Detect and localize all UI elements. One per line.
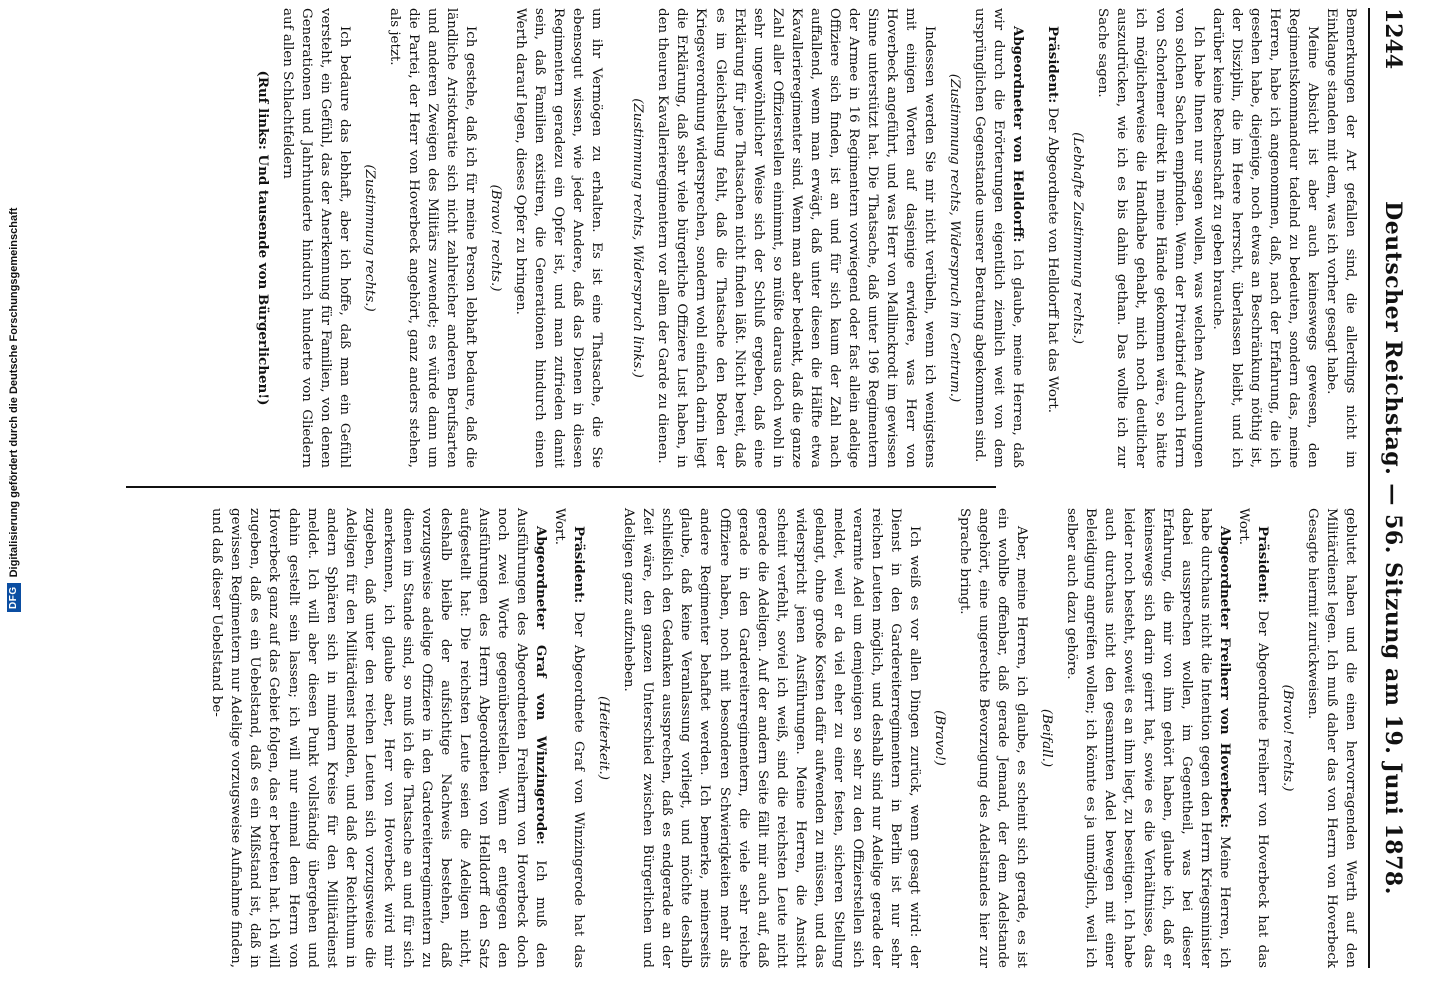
speaker-name: Abgeordneter von Helldorff: bbox=[1010, 26, 1027, 243]
rotated-page bbox=[116, 8, 1416, 998]
paragraph: Ich gestehe, daß ich für meine Person lebhaft bedaure, daß die ländliche Aristokratie sich nicht zahlreicher anderen Berufsarten und anderen Zweigen des Militärs zuwendet; es würde dann um die Partei, der Herr von Hoverbeck angehört, ganz anders stehen, als jetzt. bbox=[386, 8, 479, 468]
speaker-name: Abgeordneter Graf von Winzingerode: bbox=[533, 526, 550, 845]
speaker-paragraph bbox=[550, 508, 588, 968]
right-column bbox=[125, 508, 1360, 968]
paragraph: geblutet haben und die einen hervorragenden Werth auf den Militärdienst legen. Ich muß daher das von Herrn von Hoverbeck Gesagte hiermit zurückweisen. bbox=[1304, 508, 1358, 968]
page-number: 1244 bbox=[1380, 8, 1406, 70]
running-title: Deutscher Reichstag. — 56. Sitzung am 19. Juni 1878. bbox=[1380, 201, 1406, 895]
stage-remark: (Zustimmung rechts.) bbox=[361, 164, 377, 312]
speaker-name: Präsident: bbox=[1254, 526, 1271, 604]
left-column bbox=[125, 8, 1360, 468]
speaker-paragraph bbox=[1043, 8, 1062, 468]
paragraph: um ihr Vermögen zu erhalten. Es ist eine Thatsache, die Sie ebensogut wissen, wie jeder Andere, daß das Dienen in diesen Regimentern geradezu ein Opfer ist, und man zufrieden damit sein, daß Familien existiren, die Generationen hindurch einen Werth darauf legen, dieses Opfer zu bringen. bbox=[513, 8, 605, 468]
stage-remark: (Bravo!) bbox=[932, 710, 948, 766]
stage-remark: (Bravo! rechts.) bbox=[488, 184, 504, 292]
speaker-paragraph bbox=[1234, 508, 1272, 968]
stage-remark: (Lebhafte Zustimmung rechts.) bbox=[1070, 132, 1086, 344]
speaker-text: Ich glaube, meine Herren, daß wir durch die Erörterungen eigentlich ziemlich weit von dem ursprünglichen Gegenstande unserer Beratung abgekommen sind. bbox=[972, 8, 1026, 468]
digitization-footer bbox=[6, 207, 22, 612]
paragraph: Ich weiß es vor allen Dingen zurück, wenn gesagt wird: der Dienst in den Gardereiterregimentern in Berlin ist nur sehr reichen Leuten möglich, und deshalb sind nur Adelige gerade der verarmte Adel um demjenigen so sehr zu den Offizierstellen sich meldet, weil er da viel eher zu einer festen, sicheren Stellung gelangt, ohne große Kosten dafür aufwenden zu müssen, und das widerspricht jenen Ausführungen. Meine Herren, die Ansicht scheint verfehlt, soviel ich weiß, sind die reichsten Leute nicht gerade die Adeligen. Auf der andern Seite fällt mir auch auf, daß gerade in den Gardereiterregimentern, die viele sehr reiche Offiziere haben, noch mit besonderen Schwierigkeiten mehr als andere Regimenter behaftet werden. Ich bemerke, meinerseits glaube, daß keine Veranlassung vorliegt, und möchte deshalb schließlich den Gedanken aussprechen, daß es endgerade an der Zeit wäre, den ganzen Unterschied zwischen Bürgerlichen und Adeligen ganz aufzuheben. bbox=[621, 508, 923, 968]
speaker-text: Der Abgeordnete Freiherr von Hoverbeck hat das Wort. bbox=[1235, 508, 1270, 968]
digitization-note: Digitalisierung gefördert durch die Deutsche Forschungsgemeinschaft bbox=[8, 207, 20, 578]
paragraph: Bemerkungen der Art gefallen sind, die allerdings nicht im Einklange standen mit dem, was ich vorher gesagt habe. bbox=[1323, 8, 1358, 468]
speaker-text: Ich muß den Ausführungen des Abgeordneten Freiherrn von Hoverbeck doch noch zwei Worte gegenüberstellen. Wenn er entgegen den Ausführungen des Herrn Abgeordneten von Helldorff den Satz aufgestellt hat: Die reichsten Leute seien die Adeligen nicht, deshalb bleibe der aufsichtige Nachweis bestehen, daß vorzugsweise adelige Offiziere in den Gardereiterregimentern zu dienen im Stande sind, so muß ich die Thatsache an und für sich anerkennen, ich glaube aber, Herr von Hoverbeck wird mir zugeben, daß unter den reichen Leuten sich vorzugsweise die Adeligen für den Militärdienst melden, und daß der Reichthum in andern Sphären sich in mindern Kreise für den Militärdienst meldet. Ich will aber diesen Punkt vollständig übergehen und dahin gestellt sein lassen; ich will nur einmal dem Herrn von Hoverbeck ganz auf das Gebiet folgen, das er betreten hat. Ich will zugeben, daß es ein Uebelstand, daß es ein Mißstand ist, daß in gewissen Regimentern nur Adelige vorzugsweise Aufnahme finden, und daß dieser Uebelstand be- bbox=[209, 508, 549, 968]
paragraph: Ich habe Ihnen nur sagen wollen, was welchen Anschauungen von solchen Sachen empfinden. Wenn der Privatbrief durch Herrn von Schorlemer direkt in meine Hände gekommen wäre, so hätte ich möglicherweise die Handhabe gehabt, mich noch deutlicher auszudrücken, wie ich es bis dahin gethan. Das wollte ich zur Sache sagen. bbox=[1095, 8, 1206, 468]
speaker-text: Der Abgeordnete von Helldorff hat das Wort. bbox=[1045, 107, 1061, 414]
paragraph: Aber, meine Herren, ich glaube, es scheint sich gerade, es ist ein wohlbe offenbar, daß gerade Jemand, der dem Adelstande angehört, eine ungerechte Bevorzugung des Adelstandes hier zur Sprache bringt. bbox=[957, 508, 1030, 968]
speaker-paragraph bbox=[1062, 508, 1233, 968]
stage-remark: (Bravo! rechts.) bbox=[1279, 684, 1295, 792]
stage-remark: (Beifall.) bbox=[1039, 708, 1055, 768]
stage-remark: (Zustimmung rechts, Widerspruch im Centrum.) bbox=[947, 73, 963, 403]
paragraph: Indessen werden Sie mir nicht verübeln, wenn ich wenigstens mit einigen Worten auf dasjenige erwidere, was Herr von Hoverbeck angeführt, und was Herr von Mallinckrodt im gewissen Sinne unterstützt hat. Die Thatsache, daß unter 196 Regimentern der Armee in 16 Regimentern vorwiegend oder fast allein adelige Offiziere sich finden, ist an und für sich kaum der Zahl nach auffallend, wenn man erwägt, daß unter diesen die Hälfte etwa Kavallerieregimenter sind. Wenn man aber bedenkt, daß die ganze Zahl aller Offizierstellen einnimmt, so müßte daraus doch wohl in sehr ungewöhnlicher Weise sich der Schluß ergeben, daß eine Erklärung für jene Thatsachen nicht finden läßt. Nicht bereit, daß es im Gleichstellung fehlt, daß die Thatsache den Boden der Kriegsverordnung widersprechen, sondern wohl einfach darin liegt die Erklärung, daß sehr viele bürgerliche Offiziere Lust haben, in den theuren Kavallerieregimentern vor allem der Garde zu dienen. bbox=[655, 8, 938, 468]
speaker-name: Präsident: bbox=[571, 526, 588, 604]
speaker-name: Präsident: bbox=[1045, 26, 1062, 104]
paragraph: Ich bedaure das lebhaft, aber ich hoffe, daß man ein Gefühl versteht, ein Gefühl, das der Anerkennung für Familien, von denen Generationen und Jahrhunderte hindurch hunderte von Gliedern auf allen Schlachtfeldern bbox=[279, 8, 352, 468]
speaker-name: Abgeordneter Freiherr von Hoverbeck: bbox=[1216, 526, 1233, 829]
speaker-text: Der Abgeordnete Graf von Winzingerode hat das Wort. bbox=[552, 508, 587, 968]
column-divider bbox=[126, 486, 996, 488]
dfg-logo: DFG bbox=[7, 583, 21, 612]
stage-remark: (Zustimmung rechts, Widerspruch links.) bbox=[630, 98, 646, 378]
stage-remark: (Ruf links: Und tausende von Bürgerlichen!) bbox=[254, 70, 271, 406]
stage-remark: (Heiterkeit.) bbox=[596, 696, 612, 780]
speaker-text: Meine Herren, ich habe durchaus nicht die Intention gegen den Herrn Kriegsminister dabei aussprechen wollen, im Gegentheil, was bei dieser Erfahrung, die mir von ihm gehört haben, glaube ich, daß er keineswegs sich darin geirrt hat, sowie es die Verhältnisse, das leider noch besteht, soweit es an ihm liegt, zu beseitigen. Ich habe auch durchaus nicht den gesammten Adel bewegen mit einer Beleidigung angreifen wollen; ich könnte es ja unmöglich, weil ich selber auch dazu gehöre. bbox=[1064, 508, 1232, 968]
paragraph: Meine Absicht ist aber auch keineswegs gewesen, den Regimentskommandeur tadelnd zu bedeuten, sondern das, meine Herren, habe ich angenommen, daß, nach der Erfahrung, die ich gesehen habe, diejenige, noch etwas an Beschränkung nöthig ist, der Disziplin, die im Heere herrscht, überlassen bleibt, und ich darüber keine Rechenschaft zu geben brauche. bbox=[1209, 8, 1320, 468]
speaker-paragraph bbox=[970, 8, 1027, 468]
speaker-paragraph bbox=[207, 508, 550, 968]
page-header bbox=[1368, 8, 1416, 968]
